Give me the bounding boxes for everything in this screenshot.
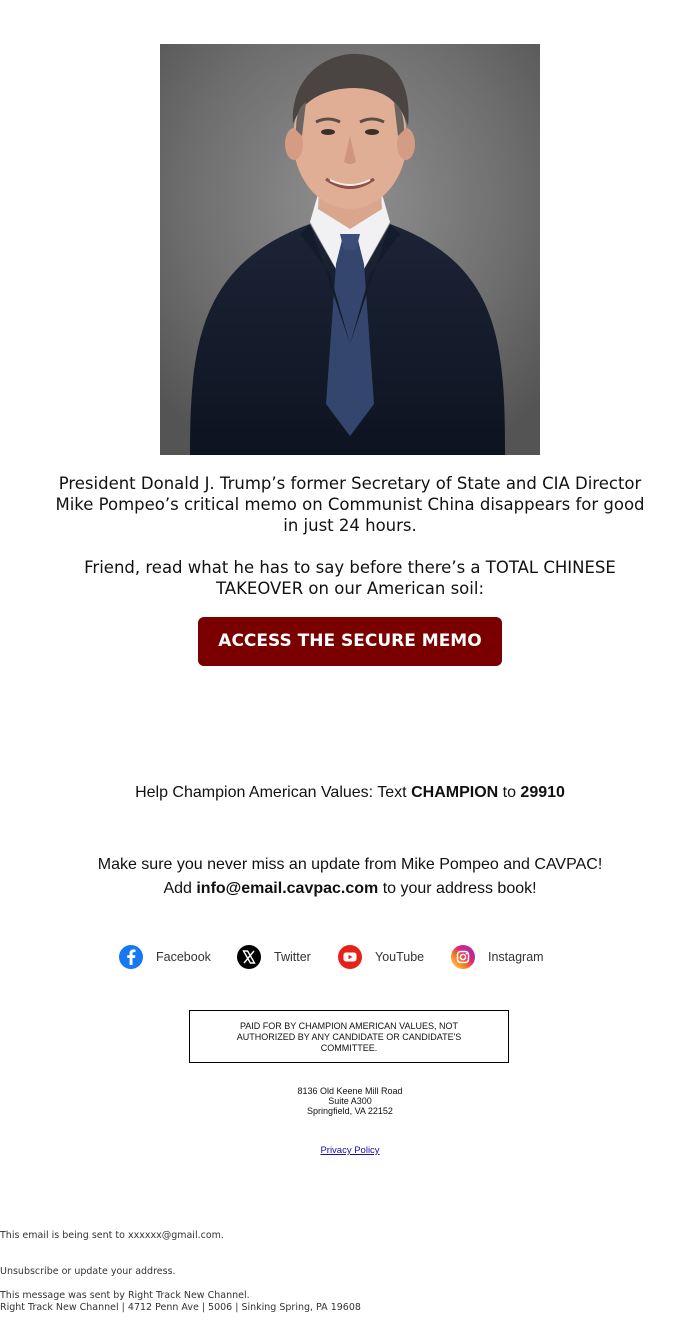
recipient-notice: This email is being sent to xxxxxx@gmail.com.: [0, 1230, 224, 1241]
address-book-suffix: to your address book!: [378, 880, 537, 897]
address-line-1: 8136 Old Keene Mill Road: [297, 1086, 403, 1096]
text-champion-line: [0, 783, 700, 803]
twitter-link[interactable]: [236, 943, 311, 971]
youtube-icon: [337, 944, 363, 970]
address-line-2: Suite A300: [328, 1096, 372, 1106]
sender-notice: This message was sent by Right Track New Channel.: [0, 1290, 250, 1301]
champion-middle: to: [498, 784, 521, 801]
facebook-label: Facebook: [156, 950, 211, 964]
privacy-policy-link[interactable]: Privacy Policy: [320, 1145, 380, 1156]
address-line-3: Springfield, VA 22152: [307, 1106, 393, 1116]
youtube-link[interactable]: [337, 943, 424, 971]
facebook-icon: [118, 944, 144, 970]
champion-prefix: Help Champion American Values: Text: [135, 784, 412, 801]
youtube-label: YouTube: [375, 950, 425, 964]
x-icon: [236, 944, 262, 970]
access-memo-button[interactable]: ACCESS THE SECURE MEMO HERE: [198, 617, 502, 666]
hero-portrait-image: [160, 44, 540, 455]
instagram-icon: [450, 944, 476, 970]
mailing-address: [0, 1086, 700, 1116]
champion-number: 29910: [520, 784, 565, 801]
privacy-policy-row: [0, 1145, 700, 1156]
champion-keyword: CHAMPION: [411, 784, 499, 801]
instagram-link[interactable]: [450, 943, 544, 971]
facebook-link[interactable]: [118, 943, 211, 971]
contact-email: info@email.cavpac.com: [196, 880, 379, 897]
address-book-prefix: Add: [163, 880, 197, 897]
twitter-label: Twitter: [274, 950, 311, 964]
address-book-notice: [0, 877, 700, 901]
intro-paragraph: President Donald J. Trump’s former Secretary of State and CIA Director Mike Pompeo’s critical memo on Communist China disappears for good in just 24 hours.: [55, 474, 645, 535]
sender-address: Right Track New Channel | 4712 Penn Ave | 5006 | Sinking Spring, PA 19608: [0, 1302, 361, 1313]
instagram-label: Instagram: [488, 950, 544, 964]
paid-for-disclaimer: PAID FOR BY CHAMPION AMERICAN VALUES, NOT AUTHORIZED BY ANY CANDIDATE OR CANDIDATE'S COMMITTEE.: [189, 1010, 509, 1063]
unsubscribe-link[interactable]: Unsubscribe or update your address.: [0, 1266, 176, 1277]
update-notice: Make sure you never miss an update from Mike Pompeo and CAVPAC!: [97, 856, 603, 873]
social-links: [0, 943, 700, 971]
intro-call-paragraph: Friend, read what he has to say before there’s a TOTAL CHINESE TAKEOVER on our American soil:: [84, 558, 616, 598]
